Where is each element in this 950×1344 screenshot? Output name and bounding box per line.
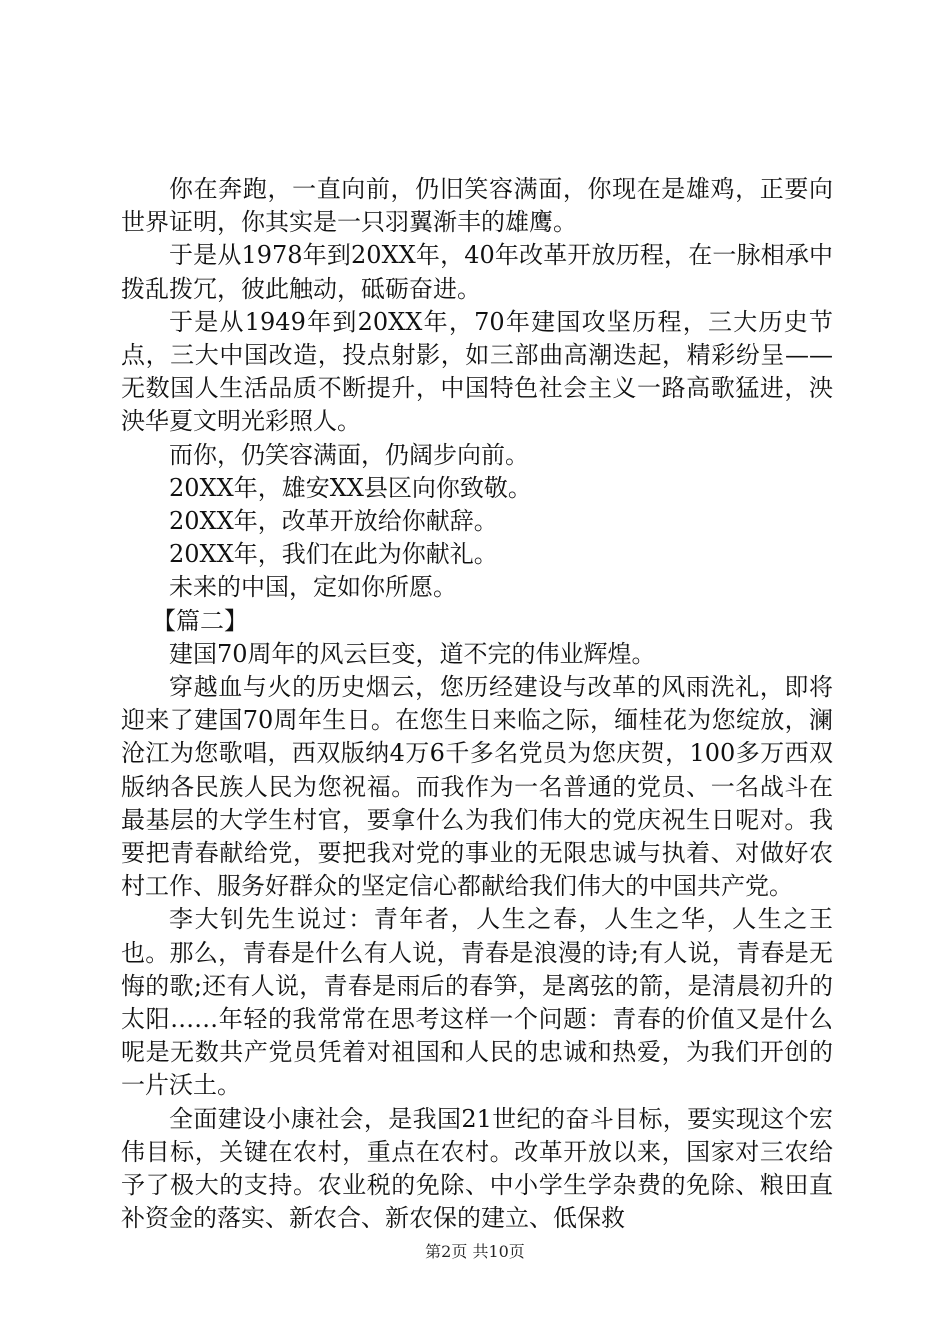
paragraph: 李大钊先生说过：青年者，人生之春，人生之华，人生之王也。那么，青春是什么有人说，青春是浪漫的诗;有人说，青春是无悔的歌;还有人说，青春是雨后的春笋，是离弦的箭，是清晨初升的太阳……年轻的我常常在思考这样一个问题：青春的价值又是什么呢是无数共产党员凭着对祖国和人民的忠诚和热爱，为我们开创的一片沃土。 [121,905,833,1100]
paragraph: 20XX年，我们在此为你献礼。 [169,540,498,569]
document-body [121,173,833,1236]
paragraph: 未来的中国，定如你所愿。 [169,573,457,602]
section-heading: 【篇二】 [152,606,248,635]
paragraph: 于是从1949年到20XX年，70年建国攻坚历程，三大历史节点，三大中国改造，投点射影，如三部曲高潮迭起，精彩纷呈——无数国人生活品质不断提升，中国特色社会主义一路高歌猛进，泱泱华夏文明光彩照人。 [121,307,833,436]
paragraph: 20XX年，雄安XX县区向你致敬。 [169,473,532,502]
paragraph: 你在奔跑，一直向前，仍旧笑容满面，你现在是雄鸡，正要向世界证明，你其实是一只羽翼渐丰的雄鹰。 [121,175,833,237]
paragraph: 全面建设小康社会，是我国21世纪的奋斗目标，要实现这个宏伟目标，关键在农村，重点在农村。改革开放以来，国家对三农给予了极大的支持。农业税的免除、中小学生学杂费的免除、粮田直补资金的落实、新农合、新农保的建立、低保救 [121,1104,833,1233]
page-number: 第2页 共10页 [425,1242,525,1261]
paragraph: 穿越血与火的历史烟云，您历经建设与改革的风雨洗礼，即将迎来了建国70周年生日。在您生日来临之际，缅桂花为您绽放，澜沧江为您歌唱，西双版纳4万6千多名党员为您庆贺，100多万西双版纳各民族人民为您祝福。而我作为一名普通的党员、一名战斗在最基层的大学生村官，要拿什么为我们伟大的党庆祝生日呢对。我要把青春献给党，要把我对党的事业的无限忠诚与执着、对做好农村工作、服务好群众的坚定信心都献给我们伟大的中国共产党。 [121,673,833,901]
paragraph: 而你，仍笑容满面，仍阔步向前。 [169,440,529,469]
paragraph: 建国70周年的风云巨变，道不完的伟业辉煌。 [169,639,656,668]
paragraph: 20XX年，改革开放给你献辞。 [169,507,498,536]
paragraph: 于是从1978年到20XX年，40年改革开放历程，在一脉相承中拨乱拨冗，彼此触动，砥砺奋进。 [121,241,833,303]
